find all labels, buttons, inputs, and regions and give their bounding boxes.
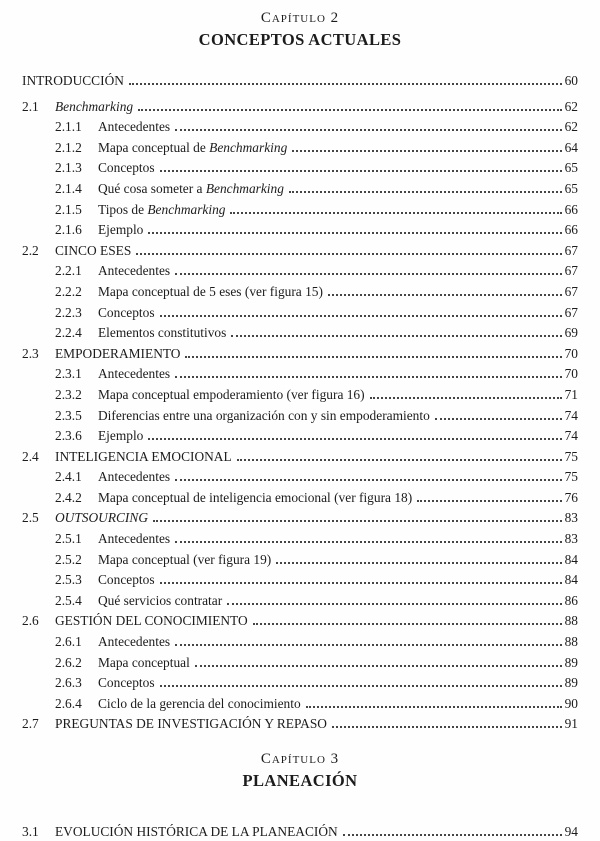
toc-entry-number: 2.7 bbox=[22, 716, 39, 732]
toc-entry-label-part: Benchmarking bbox=[55, 98, 134, 114]
dotted-leader bbox=[230, 212, 561, 214]
dotted-leader bbox=[237, 459, 562, 461]
toc-entry bbox=[22, 673, 578, 694]
toc-entry-label bbox=[98, 591, 222, 612]
toc-entry-label-part: Mapa conceptual de 5 eses (ver figura 15) bbox=[98, 283, 323, 299]
toc-entry-label bbox=[98, 323, 226, 344]
toc-entry-page-number: 89 bbox=[564, 675, 578, 691]
toc-entry bbox=[22, 158, 578, 179]
toc-entry-label bbox=[55, 447, 232, 468]
toc-entry-label-part: OUTSOURCING bbox=[55, 510, 148, 526]
toc-entry-number: 2.3.2 bbox=[55, 386, 82, 402]
toc-entry-page-number: 84 bbox=[564, 551, 578, 567]
toc-entry-label bbox=[98, 673, 155, 694]
toc-entry-page-number: 88 bbox=[564, 613, 578, 629]
dotted-leader bbox=[417, 500, 561, 502]
toc-entry-label-part: Ejemplo bbox=[98, 222, 144, 238]
toc-entry bbox=[22, 714, 578, 735]
toc-entry-label bbox=[55, 97, 133, 118]
toc-entry-number: 2.2.3 bbox=[55, 304, 82, 320]
toc-entry bbox=[22, 591, 578, 612]
toc-entry-label-part: Mapa conceptual de bbox=[98, 139, 210, 155]
toc-entry-label-part: EMPODERAMIENTO bbox=[55, 345, 181, 361]
toc-entry-number: 2.4.1 bbox=[55, 469, 82, 485]
toc-entry-label bbox=[55, 241, 131, 262]
dotted-leader bbox=[231, 335, 561, 337]
toc-entry-number: 2.2.2 bbox=[55, 283, 82, 299]
toc-entry-label-part: Diferencias entre una organización con y sin empoderamiento bbox=[98, 407, 430, 423]
toc-entry-label bbox=[22, 71, 124, 92]
toc-entry bbox=[22, 71, 578, 92]
toc-entry-page-number: 91 bbox=[564, 716, 578, 732]
toc-entry-label-part: Ejemplo bbox=[98, 428, 144, 444]
toc-entry bbox=[22, 261, 578, 282]
dotted-leader bbox=[175, 273, 561, 275]
toc-entry-page-number: 88 bbox=[564, 634, 578, 650]
toc-entry-label bbox=[98, 261, 170, 282]
dotted-leader bbox=[276, 562, 561, 564]
toc-entry-label-part: EVOLUCIÓN HISTÓRICA DE LA PLANEACIÓN bbox=[55, 824, 338, 839]
toc-entry-number: 2.6.2 bbox=[55, 654, 82, 670]
toc-entry-label-part: Ciclo de la gerencia del conocimiento bbox=[98, 695, 301, 711]
toc-entry-label bbox=[98, 529, 170, 550]
toc-entry-number: 2.1.1 bbox=[55, 119, 82, 135]
toc-entry-number: 2.5.1 bbox=[55, 531, 82, 547]
toc-entry bbox=[22, 241, 578, 262]
toc-entry-number: 2.3.5 bbox=[55, 407, 82, 423]
toc-entry-page-number: 65 bbox=[564, 160, 578, 176]
toc-entry-number: 2.6.1 bbox=[55, 634, 82, 650]
toc-entry-number: 3.1 bbox=[22, 824, 39, 839]
toc-entry bbox=[22, 323, 578, 344]
toc-entry bbox=[22, 632, 578, 653]
toc-entry-label-part: Mapa conceptual bbox=[98, 654, 190, 670]
toc-entry-label bbox=[55, 714, 327, 735]
toc-entry-page-number: 71 bbox=[564, 386, 578, 402]
toc-entry-label-part: INTRODUCCIÓN bbox=[22, 73, 124, 88]
dotted-leader bbox=[160, 582, 562, 584]
toc-entry-number: 2.1.6 bbox=[55, 222, 82, 238]
dotted-leader bbox=[175, 541, 561, 543]
toc-entry-page-number: 83 bbox=[564, 510, 578, 526]
toc-entry-label bbox=[98, 282, 323, 303]
toc-entry-label bbox=[98, 117, 170, 138]
toc-entry-label-part: Mapa conceptual (ver figura 19) bbox=[98, 551, 272, 567]
toc-entry-label-part: Conceptos bbox=[98, 572, 155, 588]
toc-entry-label-part: GESTIÓN DEL CONOCIMIENTO bbox=[55, 613, 248, 629]
toc-entry-page-number: 64 bbox=[564, 139, 578, 155]
toc-entry-label-part: Qué servicios contratar bbox=[98, 592, 223, 608]
toc-entry-number: 2.6 bbox=[22, 613, 39, 629]
toc-entry-label-part: Qué cosa someter a bbox=[98, 180, 206, 196]
toc-entry-number: 2.6.4 bbox=[55, 695, 82, 711]
dotted-leader bbox=[185, 356, 561, 358]
toc-entry-number: 2.5.4 bbox=[55, 592, 82, 608]
dotted-leader bbox=[153, 520, 562, 522]
dotted-leader bbox=[306, 706, 562, 708]
chapter-3-title: PLANEACIÓN bbox=[242, 771, 358, 790]
toc-entry-label bbox=[55, 344, 180, 365]
toc-entry-label-part: Elementos constitutivos bbox=[98, 325, 227, 341]
dotted-leader bbox=[227, 603, 561, 605]
toc-entry bbox=[22, 694, 578, 715]
dotted-leader bbox=[175, 479, 561, 481]
toc-entry-label bbox=[98, 158, 155, 179]
dotted-leader bbox=[195, 665, 562, 667]
toc-entry-page-number: 70 bbox=[564, 366, 578, 382]
toc-entry bbox=[22, 364, 578, 385]
toc-entry-label bbox=[98, 138, 287, 159]
toc-entry bbox=[22, 447, 578, 468]
toc-entry-page-number: 62 bbox=[564, 98, 578, 114]
toc-entry-page-number: 84 bbox=[564, 572, 578, 588]
dotted-leader bbox=[292, 150, 561, 152]
toc-entry-label bbox=[98, 550, 271, 571]
toc-entry-page-number: 67 bbox=[564, 263, 578, 279]
toc-entry-number: 2.5 bbox=[22, 510, 39, 526]
toc-entry-number: 2.4 bbox=[22, 448, 39, 464]
toc-entry-label bbox=[98, 406, 430, 427]
toc-entry-label-part: Mapa conceptual de inteligencia emocional (ver figura 18) bbox=[98, 489, 413, 505]
toc-entry-page-number: 67 bbox=[564, 283, 578, 299]
toc-entry bbox=[22, 117, 578, 138]
toc-entry bbox=[22, 138, 578, 159]
toc-entry-number: 2.3.6 bbox=[55, 428, 82, 444]
toc-entry-page-number: 67 bbox=[564, 242, 578, 258]
toc-entry-label-part: Mapa conceptual empoderamiento (ver figura 16) bbox=[98, 386, 365, 402]
toc-entry-page-number: 83 bbox=[564, 531, 578, 547]
toc-entry-label-part: INTELIGENCIA EMOCIONAL bbox=[55, 448, 232, 464]
dotted-leader bbox=[148, 232, 561, 234]
toc-entry bbox=[22, 822, 578, 841]
toc-entry-number: 2.1.4 bbox=[55, 180, 82, 196]
toc-entry bbox=[22, 406, 578, 427]
toc-entry-page-number: 66 bbox=[564, 222, 578, 238]
toc-entry bbox=[22, 303, 578, 324]
toc-entry-page-number: 69 bbox=[564, 325, 578, 341]
toc-entry-label-part: Antecedentes bbox=[98, 366, 171, 382]
toc-entry-label-part: Benchmarking bbox=[147, 201, 226, 217]
toc-entry-label bbox=[98, 200, 225, 221]
dotted-leader bbox=[343, 834, 562, 836]
toc-entry-label-part: Conceptos bbox=[98, 675, 155, 691]
toc-entry-label-part: Antecedentes bbox=[98, 263, 171, 279]
toc-entry-label-part: Antecedentes bbox=[98, 119, 171, 135]
dotted-leader bbox=[175, 129, 561, 131]
toc-entry bbox=[22, 508, 578, 529]
toc-entry-label-part: Tipos de bbox=[98, 201, 148, 217]
toc-entry bbox=[22, 570, 578, 591]
toc-entry bbox=[22, 653, 578, 674]
toc-entry-number: 2.1.5 bbox=[55, 201, 82, 217]
toc-entry-number: 2.6.3 bbox=[55, 675, 82, 691]
chapter-2-title: CONCEPTOS ACTUALES bbox=[198, 30, 402, 49]
toc-entry-page-number: 74 bbox=[564, 407, 578, 423]
toc-entry-page-number: 76 bbox=[564, 489, 578, 505]
toc-entry-page-number: 75 bbox=[564, 469, 578, 485]
dotted-leader bbox=[328, 294, 562, 296]
toc-entry-label bbox=[98, 303, 155, 324]
dotted-leader bbox=[332, 726, 562, 728]
toc-entry bbox=[22, 467, 578, 488]
toc-entry-label bbox=[98, 426, 143, 447]
toc-entry-label bbox=[98, 220, 143, 241]
toc-entry-number: 2.3.1 bbox=[55, 366, 82, 382]
toc-entry-page-number: 86 bbox=[564, 592, 578, 608]
toc-entry bbox=[22, 220, 578, 241]
toc-entry-label-part: Conceptos bbox=[98, 304, 155, 320]
chapter-2-heading bbox=[22, 8, 578, 51]
toc-entry-label-part: Benchmarking bbox=[209, 139, 288, 155]
toc-entry-page-number: 74 bbox=[564, 428, 578, 444]
dotted-leader bbox=[370, 397, 562, 399]
toc-entry-label bbox=[98, 179, 284, 200]
toc-entry bbox=[22, 344, 578, 365]
toc-entry-label bbox=[98, 385, 365, 406]
toc-entry-page-number: 66 bbox=[564, 201, 578, 217]
toc-entry-number: 2.5.3 bbox=[55, 572, 82, 588]
dotted-leader bbox=[289, 191, 562, 193]
toc-entry-number: 2.2 bbox=[22, 242, 39, 258]
toc-entry-label bbox=[98, 467, 170, 488]
toc-entry-label bbox=[98, 364, 170, 385]
dotted-leader bbox=[160, 315, 562, 317]
toc-entry-label-part: Antecedentes bbox=[98, 634, 171, 650]
toc-entry-page-number: 89 bbox=[564, 654, 578, 670]
chapter-2-kicker: Capítulo 2 bbox=[260, 10, 340, 26]
dotted-leader bbox=[148, 438, 561, 440]
dotted-leader bbox=[175, 376, 561, 378]
toc-entry-label-part: Conceptos bbox=[98, 160, 155, 176]
toc-entry bbox=[22, 529, 578, 550]
table-of-contents-chapter-2 bbox=[22, 71, 578, 735]
toc-entry bbox=[22, 179, 578, 200]
toc-entry-number: 2.2.4 bbox=[55, 325, 82, 341]
toc-entry bbox=[22, 550, 578, 571]
toc-entry-label-part: Benchmarking bbox=[205, 180, 284, 196]
toc-entry bbox=[22, 200, 578, 221]
toc-entry-page-number: 94 bbox=[564, 824, 578, 839]
toc-entry-page-number: 90 bbox=[564, 695, 578, 711]
toc-entry-number: 2.3 bbox=[22, 345, 39, 361]
toc-entry-label-part: CINCO ESES bbox=[55, 242, 132, 258]
toc-entry-page-number: 62 bbox=[564, 119, 578, 135]
dotted-leader bbox=[136, 253, 561, 255]
chapter-3-heading bbox=[22, 749, 578, 792]
dotted-leader bbox=[435, 418, 562, 420]
toc-entry-label bbox=[55, 822, 338, 841]
chapter-3-kicker: Capítulo 3 bbox=[260, 751, 340, 767]
dotted-leader bbox=[129, 83, 562, 85]
dotted-leader bbox=[160, 685, 562, 687]
toc-entry-label bbox=[55, 611, 248, 632]
toc-entry-page-number: 60 bbox=[564, 73, 578, 88]
dotted-leader bbox=[138, 109, 562, 111]
toc-entry-page-number: 67 bbox=[564, 304, 578, 320]
dotted-leader bbox=[160, 170, 562, 172]
toc-entry bbox=[22, 426, 578, 447]
toc-entry-label bbox=[98, 653, 190, 674]
toc-entry bbox=[22, 611, 578, 632]
toc-entry bbox=[22, 488, 578, 509]
dotted-leader bbox=[175, 644, 561, 646]
toc-entry-label bbox=[98, 694, 301, 715]
toc-entry-label-part: PREGUNTAS DE INVESTIGACIÓN Y REPASO bbox=[55, 716, 327, 732]
toc-entry-page-number: 65 bbox=[564, 180, 578, 196]
toc-entry-label bbox=[55, 508, 148, 529]
toc-entry-label bbox=[98, 570, 155, 591]
toc-entry-label bbox=[98, 488, 412, 509]
toc-entry-number: 2.1.3 bbox=[55, 160, 82, 176]
toc-entry bbox=[22, 282, 578, 303]
toc-entry-label-part: Antecedentes bbox=[98, 531, 171, 547]
toc-entry-label bbox=[98, 632, 170, 653]
toc-entry-number: 2.1.2 bbox=[55, 139, 82, 155]
toc-entry-label-part: Antecedentes bbox=[98, 469, 171, 485]
toc-entry-number: 2.5.2 bbox=[55, 551, 82, 567]
dotted-leader bbox=[253, 623, 562, 625]
table-of-contents-chapter-3 bbox=[22, 822, 578, 841]
toc-entry-page-number: 70 bbox=[564, 345, 578, 361]
toc-entry bbox=[22, 385, 578, 406]
toc-entry-number: 2.2.1 bbox=[55, 263, 82, 279]
toc-entry-number: 2.1 bbox=[22, 98, 39, 114]
toc-entry bbox=[22, 97, 578, 118]
toc-entry-number: 2.4.2 bbox=[55, 489, 82, 505]
toc-entry-page-number: 75 bbox=[564, 448, 578, 464]
